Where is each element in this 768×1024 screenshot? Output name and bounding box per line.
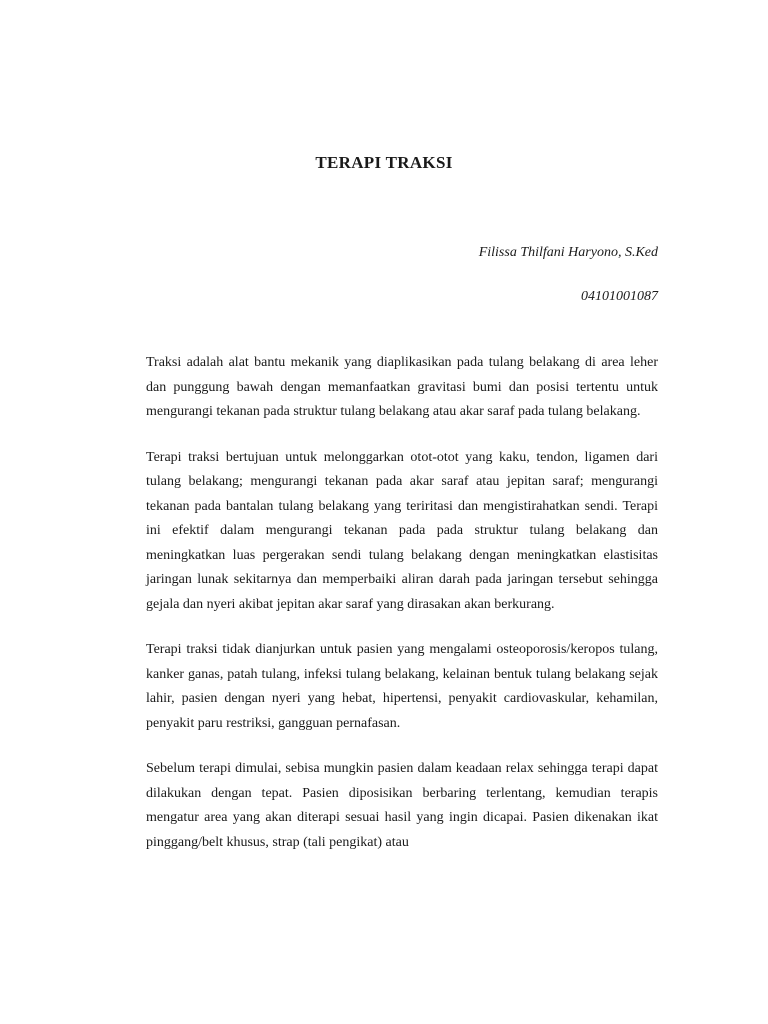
author-student-id: 04101001087 xyxy=(581,289,658,304)
document-title: TERAPI TRAKSI xyxy=(315,153,453,172)
paragraph: Sebelum terapi dimulai, sebisa mungkin pasien dalam keadaan relax sehingga terapi dapat dilakukan dengan tepat. Pasien diposisikan berbaring terlentang, kemudian terapis mengatur area yang akan diterapi sesuai hasil yang ingin dicapai. Pasien dikenakan ikat pinggang/belt khusus, strap (tali pengikat) atau xyxy=(146,761,658,850)
paragraph: Terapi traksi bertujuan untuk melonggarkan otot-otot yang kaku, tendon, ligamen dari tulang belakang; mengurangi tekanan pada akar saraf atau jepitan saraf; mengurangi tekanan pada bantalan tulang belakang yang teriritasi dan mengistirahatkan sendi. Terapi ini efektif dalam mengurangi tekanan pada pada struktur tulang belakang dan meningkatkan luas pergerakan sendi tulang belakang dengan meningkatkan elastisitas jaringan lunak sekitarnya dan memperbaiki aliran darah pada jaringan tersebut sehingga gejala dan nyeri akibat jepitan akar saraf yang dirasakan akan berkurang. xyxy=(146,449,658,612)
paragraph: Terapi traksi tidak dianjurkan untuk pasien yang mengalami osteoporosis/keropos tulang, kanker ganas, patah tulang, infeksi tulang belakang, kelainan bentuk tulang belakang sejak lahir, pasien dengan nyeri yang hebat, hipertensi, penyakit cardiovaskular, kehamilan, penyakit paru restriksi, gangguan pernafasan. xyxy=(146,642,658,731)
author-name: Filissa Thilfani Haryono, S.Ked xyxy=(478,245,658,260)
paragraph: Traksi adalah alat bantu mekanik yang diaplikasikan pada tulang belakang di area leher dan punggung bawah dengan memanfaatkan gravitasi bumi dan posisi tertentu untuk mengurangi tekanan pada struktur tulang belakang atau akar saraf pada tulang belakang. xyxy=(146,355,658,419)
document-body xyxy=(146,351,658,855)
